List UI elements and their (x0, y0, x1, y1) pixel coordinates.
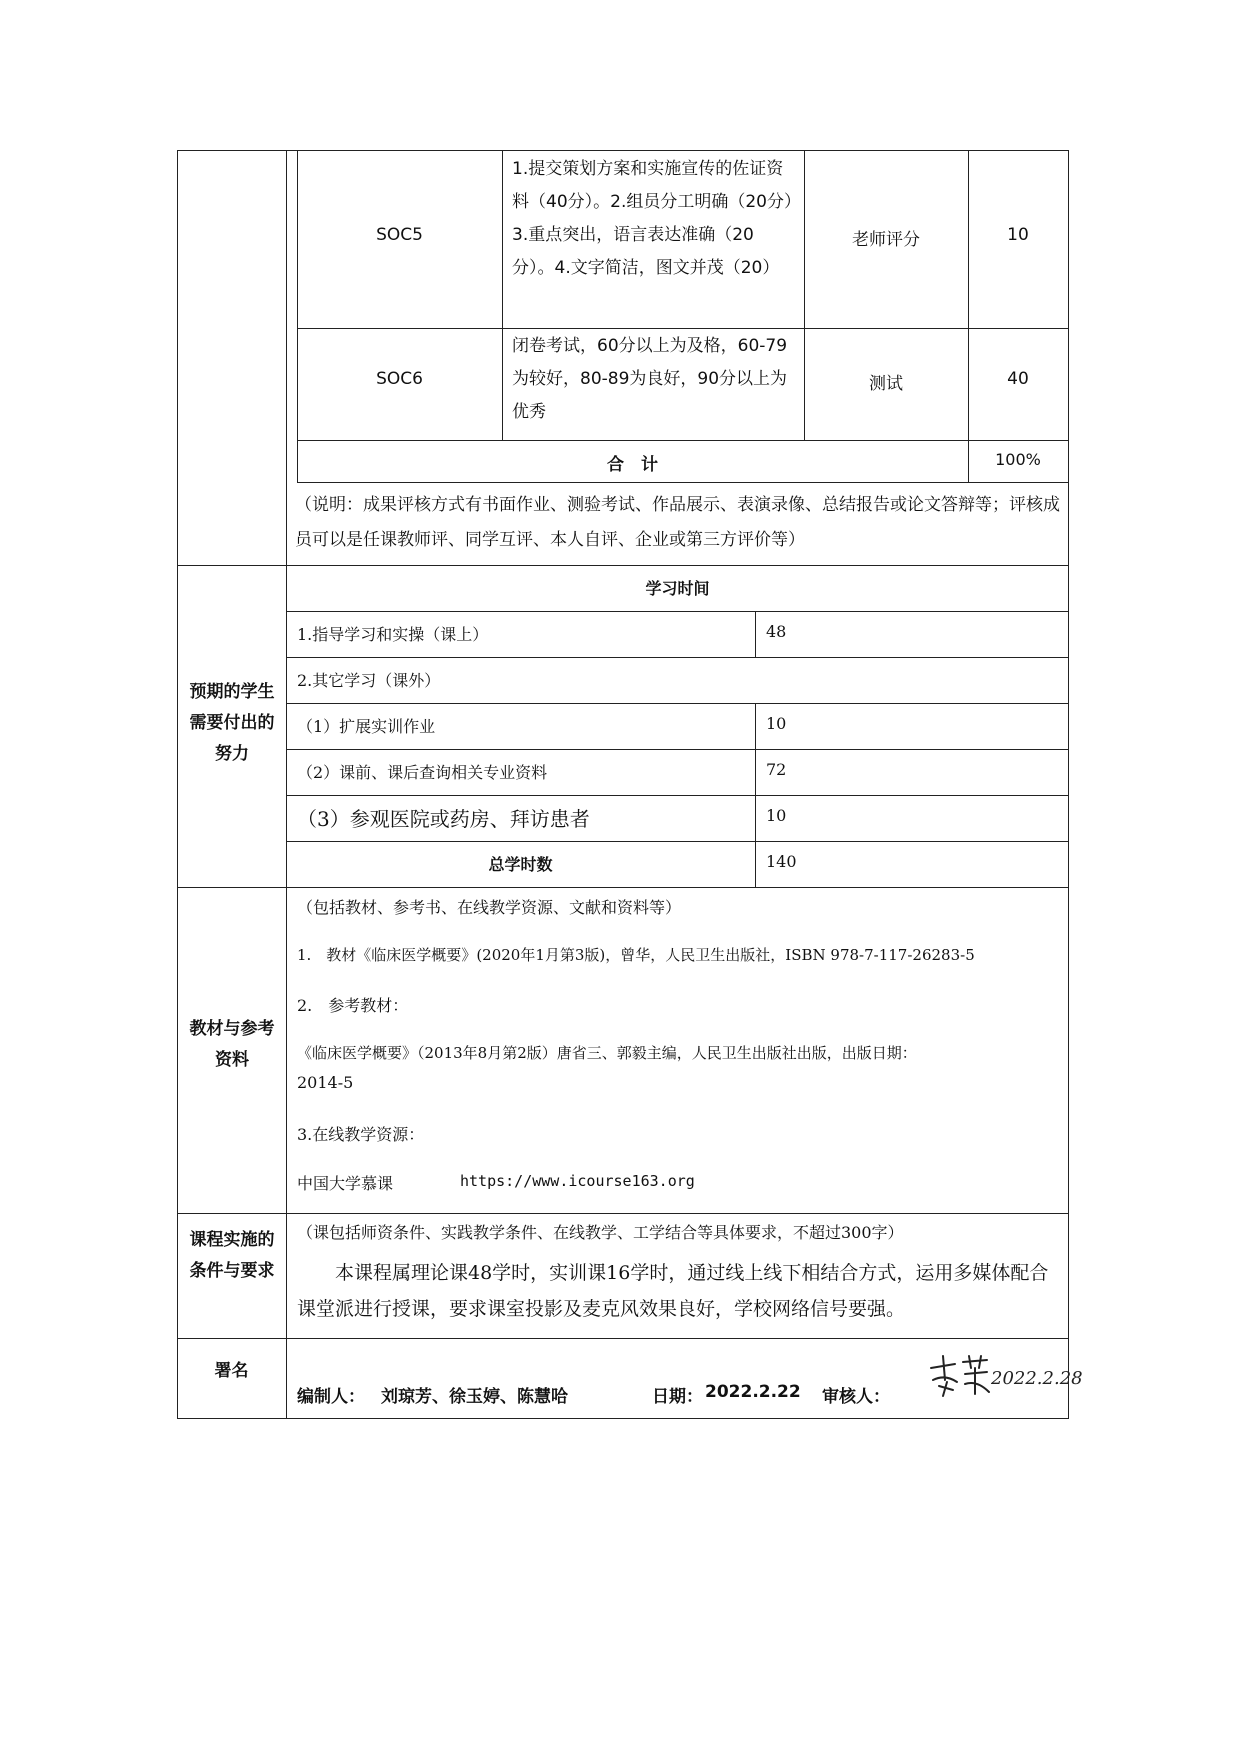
signature-section-label: 署名 (214, 1361, 249, 1381)
section-divider-conditions (177, 1213, 1069, 1214)
effort-row-line-1 (286, 611, 1069, 612)
reviewer-signature (925, 1350, 1083, 1400)
effort-total-value: 140 (766, 852, 797, 871)
effort-row-2-label: 2.其它学习（课外） (297, 671, 441, 690)
effort-value-divider-1 (755, 611, 756, 657)
materials-section-label: 教材与参考资料 (189, 1019, 275, 1070)
effort-row-3-value: 10 (766, 714, 787, 733)
effort-row-line-4 (286, 749, 1069, 750)
materials-item-2: 2. 参考教材： (297, 996, 409, 1015)
inner-row-divider-1 (297, 328, 1069, 329)
assessment-total-value: 100% (995, 450, 1041, 469)
online-resource-url[interactable]: https://www.icourse163.org (460, 1172, 695, 1190)
date-value: 2022.2.22 (705, 1382, 801, 1402)
effort-row-5-label: （3）参观医院或药房、拜访患者 (297, 807, 590, 831)
inner-col-divider-2 (804, 150, 805, 440)
assessment-total-label: 合 计 (607, 455, 658, 475)
effort-row-line-6 (286, 841, 1069, 842)
label-column-divider (286, 150, 287, 1419)
inner-col-divider-3 (968, 150, 969, 482)
effort-row-1-label: 1.指导学习和实操（课上） (297, 625, 489, 644)
effort-row-3-label: （1）扩展实训作业 (297, 717, 436, 736)
inner-row-divider-3 (297, 482, 1069, 483)
row-soc6-criteria: 闭卷考试，60分以上为及格，60-79为较好，80-89为良好，90分以上为优秀 (512, 336, 788, 422)
conditions-body: 本课程属理论课48学时，实训课16学时，通过线上线下相结合方式，运用多媒体配合课堂派进行授课，要求课室投影及麦克风效果良好，学校网络信号要强。 (297, 1262, 1049, 1320)
effort-row-line-2 (286, 657, 1069, 658)
row-soc5-criteria: 1.提交策划方案和实施宣传的佐证资料（40分）。2.组员分工明确（20分）3.重点突出，语言表达准确（20分）。4.文字简洁，图文并茂（20） (512, 159, 793, 278)
effort-row-4-label: （2）课前、课后查询相关专业资料 (297, 763, 548, 782)
row-soc6-method: 测试 (869, 374, 903, 394)
assessment-note: （说明：成果评核方式有书面作业、测验考试、作品展示、表演录像、总结报告或论文答辩等；评核成员可以是任课教师评、同学互评、本人自评、企业或第三方评价等） (295, 495, 1060, 550)
editors-label: 编制人： (297, 1387, 365, 1407)
effort-total-label: 总学时数 (488, 855, 553, 874)
materials-reference-line-2: 2014-5 (297, 1073, 354, 1092)
effort-row-5-value: 10 (766, 806, 787, 825)
row-soc5-method: 老师评分 (852, 230, 920, 250)
section-divider-signature (177, 1338, 1069, 1339)
row-soc6-code: SOC6 (376, 369, 423, 389)
date-label: 日期： (652, 1387, 703, 1407)
table-top-border (177, 150, 1069, 151)
table-left-border (177, 150, 178, 1419)
inner-col-divider-1 (502, 150, 503, 440)
row-soc5-code: SOC5 (376, 225, 423, 245)
row-soc5-weight: 10 (1007, 225, 1029, 245)
section-divider-effort (177, 565, 1069, 566)
editors-names: 刘琼芳、徐玉婷、陈慧哈 (381, 1387, 568, 1407)
effort-row-line-3 (286, 703, 1069, 704)
effort-row-4-value: 72 (766, 760, 787, 779)
reviewer-label: 审核人： (822, 1387, 890, 1407)
materials-intro: （包括教材、参考书、在线教学资源、文献和资料等） (297, 898, 682, 917)
effort-header: 学习时间 (645, 579, 710, 598)
section-divider-materials (177, 887, 1069, 888)
conditions-intro: （课包括师资条件、实践教学条件、在线教学、工学结合等具体要求，不超过300字） (297, 1223, 904, 1242)
materials-reference-line-1: 《临床医学概要》（2013年8月第2版）唐省三、郭毅主编，人民卫生出版社出版，出版日期： (297, 1044, 917, 1062)
inner-row-divider-2 (297, 440, 1069, 441)
materials-item-3: 3.在线教学资源： (297, 1125, 425, 1144)
table-bottom-border (177, 1418, 1069, 1419)
inner-table-left (297, 150, 298, 482)
effort-section-label: 预期的学生需要付出的努力 (189, 682, 275, 764)
effort-row-1-value: 48 (766, 622, 787, 641)
effort-row-line-5 (286, 795, 1069, 796)
conditions-section-label: 课程实施的条件与要求 (189, 1230, 275, 1281)
effort-value-divider-2 (755, 703, 756, 887)
online-resource-name: 中国大学慕课 (297, 1174, 394, 1193)
row-soc6-weight: 40 (1007, 369, 1029, 389)
materials-item-1: 1. 教材《临床医学概要》(2020年1月第3版)，曾华，人民卫生出版社，ISBN 978-7-117-26283-5 (297, 946, 975, 964)
table-right-border (1068, 150, 1069, 1419)
svg-text:2022.2.28: 2022.2.28 (991, 1368, 1083, 1389)
